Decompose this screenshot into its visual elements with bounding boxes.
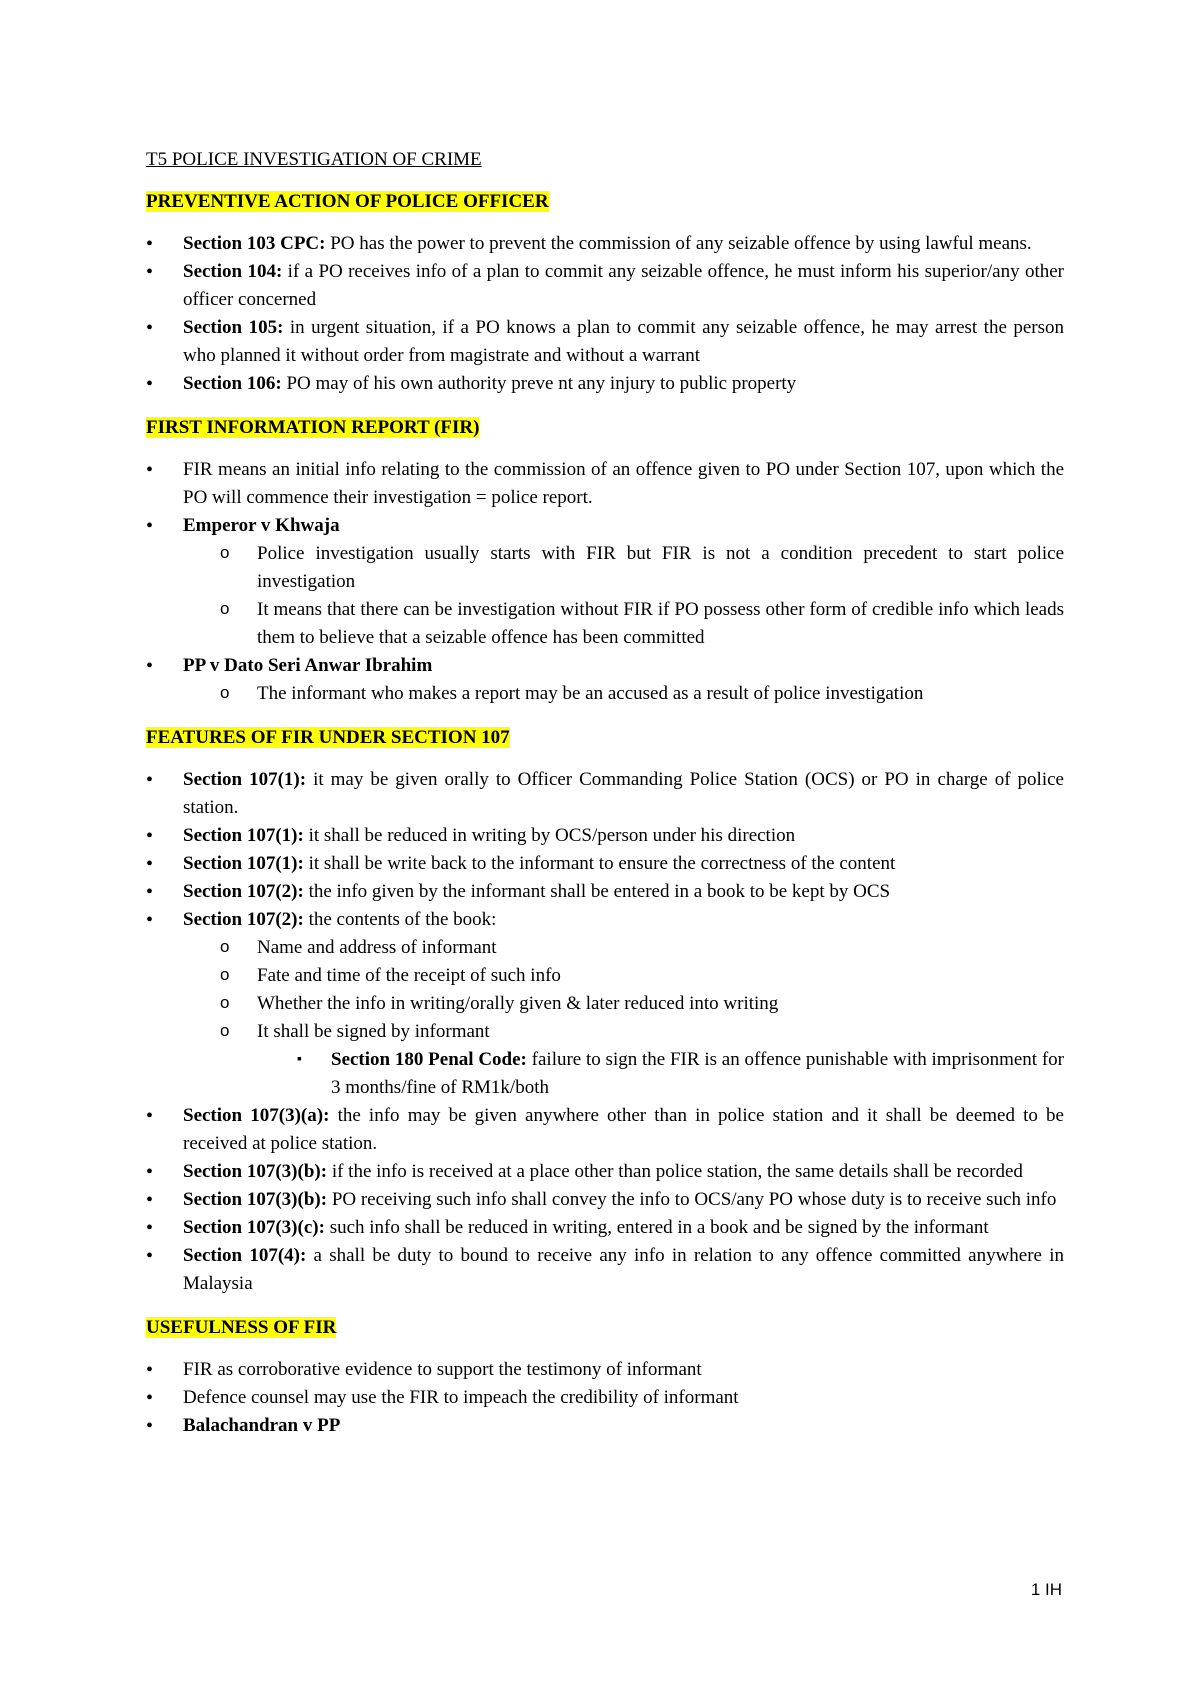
item-text (183, 655, 432, 676)
bullet-icon: • (146, 1161, 154, 1183)
sub-bullet-icon: o (220, 543, 230, 562)
sub-list-item (183, 934, 1064, 962)
item-text (183, 1161, 1023, 1182)
item-text (183, 1387, 739, 1408)
item-body: the contents of the book: (303, 909, 497, 930)
sub-bullet-icon: o (220, 937, 230, 956)
section-heading-text: USEFULNESS OF FIR (146, 1317, 337, 1338)
list-item (146, 314, 1064, 370)
sub-sub-bold-label: Section 180 Penal Code: (331, 1049, 527, 1070)
bullet-icon: • (146, 769, 154, 791)
item-bold-label: Section 107(3)(b): (183, 1189, 328, 1210)
section-heading (146, 414, 1064, 442)
item-bold-label: Section 107(1): (183, 825, 304, 846)
bullet-icon: • (146, 261, 154, 283)
list-item (146, 766, 1064, 822)
item-body: a shall be duty to bound to receive any info in relation to any offence committed anywhere in Malaysia (183, 1245, 1064, 1294)
list-item (146, 822, 1064, 850)
sections-container (146, 188, 1064, 1440)
list-item (146, 1102, 1064, 1158)
item-text (183, 881, 890, 902)
item-body: if the info is received at a place other than police station, the same details shall be recorded (327, 1161, 1023, 1182)
sub-item-text: The informant who makes a report may be an accused as a result of police investigation (257, 683, 924, 704)
sub-bullet-icon: o (220, 965, 230, 984)
item-bold-label: Section 107(3)(a): (183, 1105, 330, 1126)
list-item (146, 1186, 1064, 1214)
list-item (146, 1158, 1064, 1186)
item-text (183, 1189, 1056, 1210)
sub-list-item (183, 990, 1064, 1018)
list-item (146, 258, 1064, 314)
bullet-list (146, 456, 1064, 708)
item-body: Defence counsel may use the FIR to impeach the credibility of informant (183, 1387, 739, 1408)
bullet-icon: • (146, 909, 154, 931)
list-item (146, 1356, 1064, 1384)
list-item (146, 456, 1064, 512)
bullet-icon: • (146, 1189, 154, 1211)
item-text (183, 515, 340, 536)
sub-sub-body: failure to sign the FIR is an offence punishable with imprisonment for 3 months/fine of RM1k/both (331, 1049, 1064, 1098)
sub-list (183, 934, 1064, 1046)
item-body: the info may be given anywhere other than in police station and it shall be deemed to be received at police station. (183, 1105, 1064, 1154)
bullet-icon: • (146, 825, 154, 847)
list-item (146, 230, 1064, 258)
item-bold-label: Section 107(1): (183, 853, 304, 874)
list-item (146, 878, 1064, 906)
bullet-list (146, 1356, 1064, 1440)
bullet-icon: • (146, 373, 154, 395)
item-body: PO may of his own authority preve nt any injury to public property (281, 373, 797, 394)
sub-item-text: It means that there can be investigation without FIR if PO possess other form of credible info which leads them to believe that a seizable offence has been committed (257, 599, 1064, 648)
sub-sub-list (183, 1046, 1064, 1102)
list-item (146, 850, 1064, 878)
sub-list-item (183, 540, 1064, 596)
bullet-list (146, 230, 1064, 398)
item-text (183, 1217, 989, 1238)
bullet-icon: • (146, 515, 154, 537)
item-text (183, 853, 895, 874)
document-body (146, 146, 1064, 1456)
item-bold-label: Section 104: (183, 261, 283, 282)
item-bold-label: Section 107(4): (183, 1245, 307, 1266)
item-text (183, 1359, 702, 1380)
item-text (183, 261, 1064, 310)
item-text (183, 1105, 1064, 1154)
item-text (183, 1245, 1064, 1294)
bullet-icon: • (146, 853, 154, 875)
list-item (146, 370, 1064, 398)
list-item (146, 1412, 1064, 1440)
item-bold-label: Section 105: (183, 317, 284, 338)
sub-item-text: Fate and time of the receipt of such info (257, 965, 561, 986)
section-heading-text: FEATURES OF FIR UNDER SECTION 107 (146, 727, 510, 748)
item-bold-label: Section 107(3)(c): (183, 1217, 325, 1238)
sub-sub-list-item (297, 1046, 1064, 1102)
sub-bullet-icon: o (220, 683, 230, 702)
item-bold-label: Section 107(1): (183, 769, 307, 790)
item-body: FIR means an initial info relating to the commission of an offence given to PO under Section 107, upon which the PO will commence their investigation = police report. (183, 459, 1064, 508)
item-text (183, 459, 1064, 508)
item-text (183, 1415, 340, 1436)
sub-bullet-icon: o (220, 599, 230, 618)
bullet-icon: • (146, 881, 154, 903)
list-item (146, 1242, 1064, 1298)
item-body: in urgent situation, if a PO knows a plan to commit any seizable offence, he may arrest the person who planned it without order from magistrate and without a warrant (183, 317, 1065, 366)
list-item (146, 1384, 1064, 1412)
bullet-list (146, 766, 1064, 1298)
sub-bullet-icon: o (220, 993, 230, 1012)
item-body: the info given by the informant shall be entered in a book to be kept by OCS (303, 881, 891, 902)
sub-bullet-icon: o (220, 1021, 230, 1040)
bullet-icon: • (146, 1245, 154, 1267)
item-body: if a PO receives info of a plan to commit any seizable offence, he must inform his superior/any other officer concerned (183, 261, 1064, 310)
list-item (146, 906, 1064, 1102)
section-heading (146, 1314, 1064, 1342)
item-body: FIR as corroborative evidence to support the testimony of informant (183, 1359, 702, 1380)
bullet-icon: • (146, 233, 154, 255)
item-body: such info shall be reduced in writing, entered in a book and be signed by the informant (324, 1217, 989, 1238)
list-item (146, 1214, 1064, 1242)
sub-list-item (183, 1018, 1064, 1046)
bullet-icon: • (146, 459, 154, 481)
bullet-icon: • (146, 655, 154, 677)
item-text (183, 769, 1064, 818)
sub-list-item (183, 596, 1064, 652)
sub-item-text: Whether the info in writing/orally given & later reduced into writing (257, 993, 779, 1014)
item-text (183, 373, 796, 394)
item-bold-label: Section 107(3)(b): (183, 1161, 328, 1182)
sub-item-text: Police investigation usually starts with FIR but FIR is not a condition precedent to start police investigation (257, 543, 1064, 592)
section-heading (146, 724, 1064, 752)
sub-list-item (183, 962, 1064, 990)
square-bullet-icon: ▪ (297, 1052, 302, 1067)
item-text (183, 909, 496, 930)
sub-list (183, 680, 1064, 708)
sub-item-text: It shall be signed by informant (257, 1021, 490, 1042)
item-body: PO has the power to prevent the commission of any seizable offence by using lawful means. (325, 233, 1032, 254)
sub-list (183, 540, 1064, 652)
item-bold-label: Section 106: (183, 373, 282, 394)
bullet-icon: • (146, 1105, 154, 1127)
item-text (183, 233, 1032, 254)
page-footer: 1 IH (1030, 1580, 1062, 1599)
bullet-icon: • (146, 1415, 154, 1437)
section-heading-text: PREVENTIVE ACTION OF POLICE OFFICER (146, 191, 549, 212)
item-bold-label: Section 103 CPC: (183, 233, 326, 254)
bullet-icon: • (146, 317, 154, 339)
sub-item-text: Name and address of informant (257, 937, 497, 958)
section-heading-text: FIRST INFORMATION REPORT (FIR) (146, 417, 480, 438)
document-title: T5 POLICE INVESTIGATION OF CRIME (146, 149, 482, 170)
list-item (146, 652, 1064, 708)
item-bold-label: Section 107(2): (183, 909, 304, 930)
section-heading (146, 188, 1064, 216)
bullet-icon: • (146, 1359, 154, 1381)
sub-list-item (183, 680, 1064, 708)
list-item (146, 512, 1064, 652)
item-body: PO receiving such info shall convey the info to OCS/any PO whose duty is to receive such info (327, 1189, 1057, 1210)
bullet-icon: • (146, 1217, 154, 1239)
item-bold-label: Section 107(2): (183, 881, 304, 902)
item-body: it may be given orally to Officer Commanding Police Station (OCS) or PO in charge of police station. (183, 769, 1064, 818)
item-bold-label: PP v Dato Seri Anwar Ibrahim (183, 655, 433, 676)
item-text (183, 825, 795, 846)
item-bold-label: Emperor v Khwaja (183, 515, 340, 536)
bullet-icon: • (146, 1387, 154, 1409)
item-text (183, 317, 1064, 366)
item-body: it shall be reduced in writing by OCS/person under his direction (303, 825, 796, 846)
item-body: it shall be write back to the informant to ensure the correctness of the content (303, 853, 896, 874)
item-bold-label: Balachandran v PP (183, 1415, 341, 1436)
